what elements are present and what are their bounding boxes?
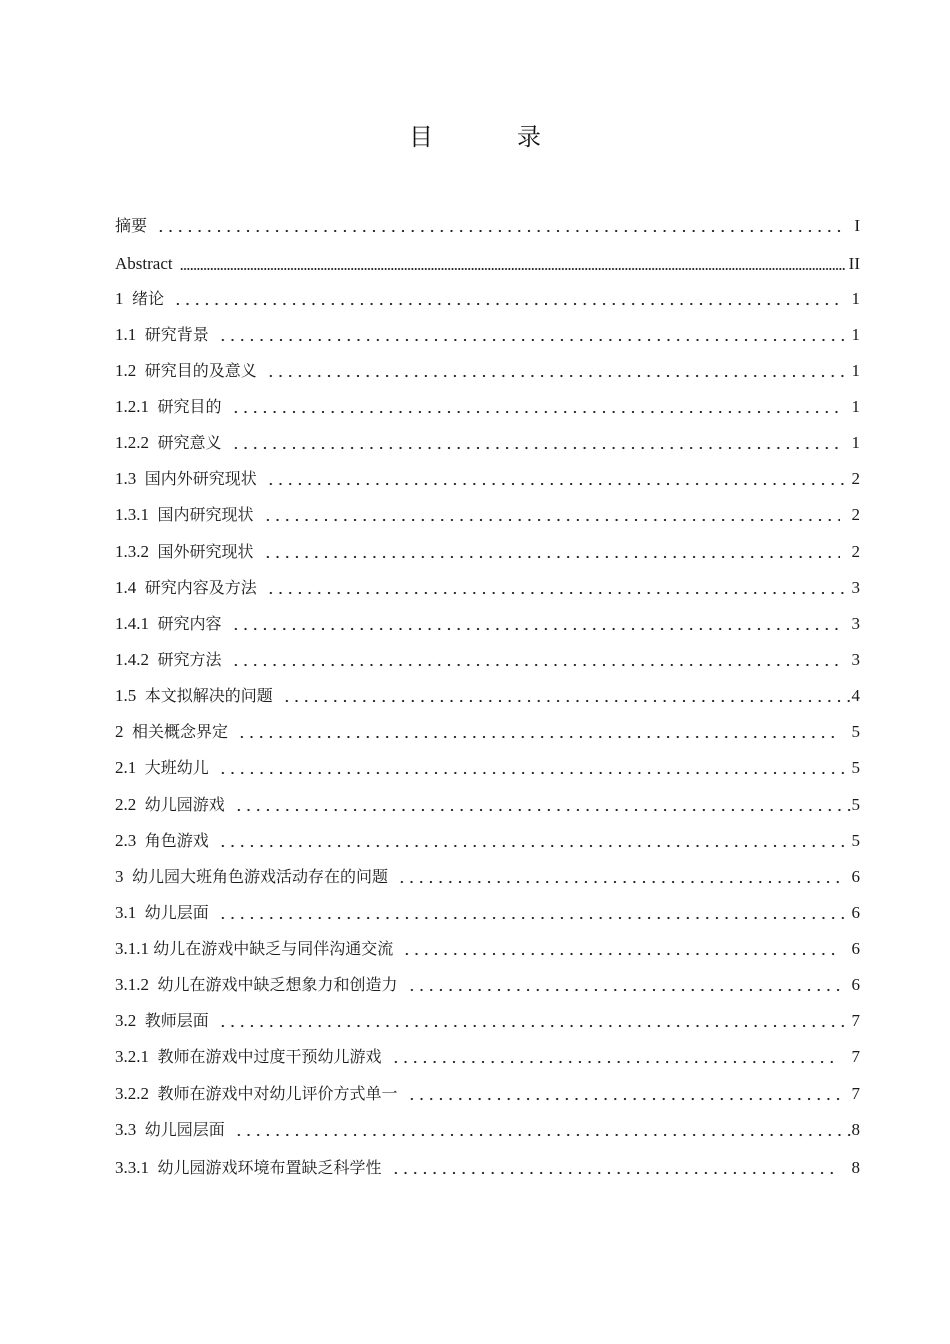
- toc-entry[interactable]: [115, 252, 860, 276]
- dot-leader: [218, 1009, 851, 1033]
- toc-entry-page-number: 2: [851, 469, 860, 488]
- toc-entry-page-number: 6: [851, 975, 860, 994]
- toc-entry-page-number: 2: [851, 505, 860, 524]
- toc-entry[interactable]: [115, 1009, 860, 1033]
- toc-entry-number: 3.2.1: [115, 1047, 149, 1066]
- spacer: [136, 361, 145, 380]
- toc-entry-number: 3.3: [115, 1120, 137, 1139]
- dot-leader: [156, 214, 842, 238]
- spacer: [136, 758, 145, 777]
- toc-entry-number: 1: [115, 289, 124, 308]
- toc-entry-title: 国内外研究现状: [144, 469, 257, 488]
- toc-entry[interactable]: [115, 973, 860, 997]
- toc-entry-page-number: 1: [851, 361, 860, 380]
- toc-entry-label: [115, 576, 257, 600]
- toc-entry-title: 幼儿园层面: [144, 1120, 225, 1139]
- toc-entry-page-number: 1: [851, 325, 860, 344]
- dot-leader: [237, 720, 839, 744]
- toc-entry-page-number: 6: [851, 939, 860, 958]
- toc-entry-title: 大班幼儿: [144, 758, 209, 777]
- toc-entry[interactable]: [115, 323, 860, 347]
- spacer: [149, 614, 158, 633]
- spacer: [124, 867, 133, 886]
- toc-entry-title: 研究背景: [144, 325, 209, 344]
- toc-entry-number: 1.4: [115, 578, 137, 597]
- spacer: [136, 1011, 145, 1030]
- toc-entry[interactable]: [115, 1118, 860, 1142]
- spacer: [136, 1120, 145, 1139]
- dot-leader: [266, 576, 851, 600]
- toc-entry-label: [115, 1082, 398, 1106]
- spacer: [124, 722, 133, 741]
- toc-entry-label: [115, 1118, 225, 1142]
- toc-entry-title: 国外研究现状: [157, 542, 254, 561]
- toc-entry-page-number: 5: [851, 831, 860, 850]
- toc-entry-label: [115, 359, 257, 383]
- toc-entry-title: 国内研究现状: [157, 505, 254, 524]
- toc-entry-number: 3.1.1: [115, 939, 149, 958]
- spacer: [136, 795, 145, 814]
- toc-entry-number: 1.5: [115, 686, 137, 705]
- toc-entry-label: [115, 756, 209, 780]
- toc-entry[interactable]: [115, 431, 860, 455]
- toc-entry-label: [115, 612, 222, 636]
- toc-entry-page-number: 8: [851, 1120, 860, 1139]
- toc-entry-label: [115, 720, 228, 744]
- toc-entry-page-number: I: [854, 216, 860, 235]
- toc-entry-number: 1.2: [115, 361, 137, 380]
- toc-entry-title: 研究方法: [157, 650, 222, 669]
- toc-entry-label: [115, 431, 222, 455]
- dot-leader: [263, 503, 840, 527]
- dot-leader: [218, 756, 851, 780]
- toc-entry-title: 相关概念界定: [132, 722, 229, 741]
- dot-leader: [402, 937, 839, 961]
- toc-entry-number: 3.2.2: [115, 1084, 149, 1103]
- dot-leader: [231, 648, 840, 672]
- toc-entry[interactable]: [115, 1045, 860, 1069]
- toc-entry-title: 本文拟解决的问题: [144, 686, 273, 705]
- toc-entry-page-number: 6: [851, 867, 860, 886]
- toc-entry-page-number: 5: [851, 722, 860, 741]
- toc-entry[interactable]: [115, 865, 860, 889]
- spacer: [136, 469, 145, 488]
- toc-entry-title: 幼儿园游戏: [144, 795, 225, 814]
- spacer: [149, 505, 158, 524]
- dot-leader: [173, 287, 839, 311]
- toc-entry-number: 2: [115, 722, 124, 741]
- toc-entry-number: 3.1.2: [115, 975, 149, 994]
- toc-entry[interactable]: [115, 756, 860, 780]
- toc-entry-page-number: 3: [851, 614, 860, 633]
- dot-leader: [231, 431, 840, 455]
- toc-entry-page-number: 4: [851, 686, 860, 705]
- spacer: [124, 289, 133, 308]
- dot-leader: [234, 1118, 851, 1142]
- spacer: [136, 831, 145, 850]
- toc-entry-title: 研究目的及意义: [144, 361, 257, 380]
- toc-entry-label: [115, 973, 398, 997]
- toc-entry-title: 教师在游戏中对幼儿评价方式单一: [157, 1084, 398, 1103]
- dot-leader: [391, 1156, 840, 1180]
- toc-entry-title: 摘要: [115, 216, 148, 235]
- toc-entry-number: 3: [115, 867, 124, 886]
- dot-leader: [218, 323, 851, 347]
- toc-entry[interactable]: [115, 829, 860, 853]
- toc-entry-title: 教师在游戏中过度干预幼儿游戏: [157, 1047, 382, 1066]
- toc-entry[interactable]: [115, 1156, 860, 1180]
- toc-entry-number: 3.1: [115, 903, 137, 922]
- toc-entry-title: 绪论: [132, 289, 165, 308]
- toc-entry-number: Abstract: [115, 254, 173, 273]
- spacer: [149, 975, 158, 994]
- dot-leader: [397, 865, 839, 889]
- dot-leader: [407, 1082, 840, 1106]
- dot-leader: [218, 829, 851, 853]
- page-title: 目 录: [409, 123, 571, 151]
- toc-entry-label: [115, 323, 209, 347]
- dot-leader: [266, 359, 851, 383]
- toc-entry-page-number: 6: [851, 903, 860, 922]
- toc-entry-number: 2.3: [115, 831, 137, 850]
- spacer: [136, 325, 145, 344]
- toc-entry-label: [115, 1045, 382, 1069]
- toc-entry-number: 2.1: [115, 758, 137, 777]
- dot-leader: [407, 973, 840, 997]
- toc-entry[interactable]: [115, 287, 860, 311]
- toc-entry-label: [115, 684, 273, 708]
- toc-entry-number: 1.2.1: [115, 397, 149, 416]
- toc-entry-label: [115, 252, 173, 276]
- toc-entry-number: 1.4.2: [115, 650, 149, 669]
- spacer: [149, 542, 158, 561]
- toc-entry[interactable]: [115, 684, 860, 708]
- dot-leader: [180, 252, 845, 276]
- dot-leader: [231, 612, 840, 636]
- dot-leader: [218, 901, 851, 925]
- dot-leader: [282, 684, 851, 708]
- toc-entry-title: 幼儿层面: [144, 903, 209, 922]
- toc-entry-number: 1.3.2: [115, 542, 149, 561]
- toc-entry-page-number: 1: [851, 433, 860, 452]
- dot-leader: [266, 467, 851, 491]
- spacer: [136, 686, 145, 705]
- toc-entry-label: [115, 648, 222, 672]
- spacer: [149, 397, 158, 416]
- dot-leader: [391, 1045, 840, 1069]
- toc-entry-page-number: II: [848, 254, 860, 273]
- toc-entry-title: 幼儿在游戏中缺乏与同伴沟通交流: [153, 939, 394, 958]
- toc-entry-label: [115, 1156, 382, 1180]
- toc-entry[interactable]: [115, 1082, 860, 1106]
- toc-entry-number: 1.3: [115, 469, 137, 488]
- toc-entry-number: 3.3.1: [115, 1158, 149, 1177]
- toc-entry-title: 幼儿园大班角色游戏活动存在的问题: [132, 867, 389, 886]
- toc-entry-label: [115, 865, 388, 889]
- toc-entry[interactable]: [115, 503, 860, 527]
- toc-entry-page-number: 3: [851, 650, 860, 669]
- toc-entry-title: 幼儿园游戏环境布置缺乏科学性: [157, 1158, 382, 1177]
- spacer: [136, 903, 145, 922]
- toc-entry[interactable]: [115, 395, 860, 419]
- toc-entry-title: 角色游戏: [144, 831, 209, 850]
- dot-leader: [234, 793, 851, 817]
- toc-entry-label: [115, 901, 209, 925]
- toc-entry-page-number: 1: [851, 397, 860, 416]
- toc-entry-title: 幼儿在游戏中缺乏想象力和创造力: [157, 975, 398, 994]
- toc-entry[interactable]: [115, 937, 860, 961]
- toc-entry[interactable]: [115, 793, 860, 817]
- toc-entry-label: [115, 503, 254, 527]
- toc-entry-page-number: 7: [851, 1084, 860, 1103]
- toc-entry-page-number: 2: [851, 542, 860, 561]
- dot-leader: [263, 540, 840, 564]
- toc-entry-label: [115, 467, 257, 491]
- toc-entry-number: 1.3.1: [115, 505, 149, 524]
- toc-entry-label: [115, 793, 225, 817]
- spacer: [149, 1084, 158, 1103]
- toc-entry-label: [115, 829, 209, 853]
- toc-entry-number: 1.4.1: [115, 614, 149, 633]
- toc-entry-number: 3.2: [115, 1011, 137, 1030]
- toc-entry[interactable]: [115, 359, 860, 383]
- toc-entry[interactable]: [115, 576, 860, 600]
- toc-entry-title: 教师层面: [144, 1011, 209, 1030]
- spacer: [136, 578, 145, 597]
- toc-entry-page-number: 8: [851, 1158, 860, 1177]
- toc-entry-label: [115, 937, 393, 961]
- toc-entry-label: [115, 214, 147, 238]
- toc-entry-page-number: 3: [851, 578, 860, 597]
- toc-entry-label: [115, 1009, 209, 1033]
- toc-entry[interactable]: [115, 648, 860, 672]
- toc-entry[interactable]: [115, 467, 860, 491]
- toc-entry-page-number: 7: [851, 1011, 860, 1030]
- spacer: [149, 650, 158, 669]
- toc-entry-number: 1.2.2: [115, 433, 149, 452]
- toc-entry[interactable]: [115, 901, 860, 925]
- toc-entry-title: 研究内容: [157, 614, 222, 633]
- toc-entry-page-number: 5: [851, 758, 860, 777]
- toc-entry[interactable]: [115, 612, 860, 636]
- toc-entry[interactable]: [115, 214, 860, 238]
- spacer: [149, 433, 158, 452]
- toc-entry[interactable]: [115, 540, 860, 564]
- dot-leader: [231, 395, 840, 419]
- toc-entry-number: 1.1: [115, 325, 137, 344]
- toc-entry-label: [115, 287, 164, 311]
- toc-entry-number: 2.2: [115, 795, 137, 814]
- toc-entry-label: [115, 540, 254, 564]
- spacer: [149, 1047, 158, 1066]
- toc-entry[interactable]: [115, 720, 860, 744]
- toc-entry-page-number: 1: [851, 289, 860, 308]
- toc-entry-page-number: 5: [851, 795, 860, 814]
- toc-entry-title: 研究目的: [157, 397, 222, 416]
- toc-entry-label: [115, 395, 222, 419]
- toc-entry-page-number: 7: [851, 1047, 860, 1066]
- spacer: [149, 1158, 158, 1177]
- toc-entry-title: 研究意义: [157, 433, 222, 452]
- toc-entry-title: 研究内容及方法: [144, 578, 257, 597]
